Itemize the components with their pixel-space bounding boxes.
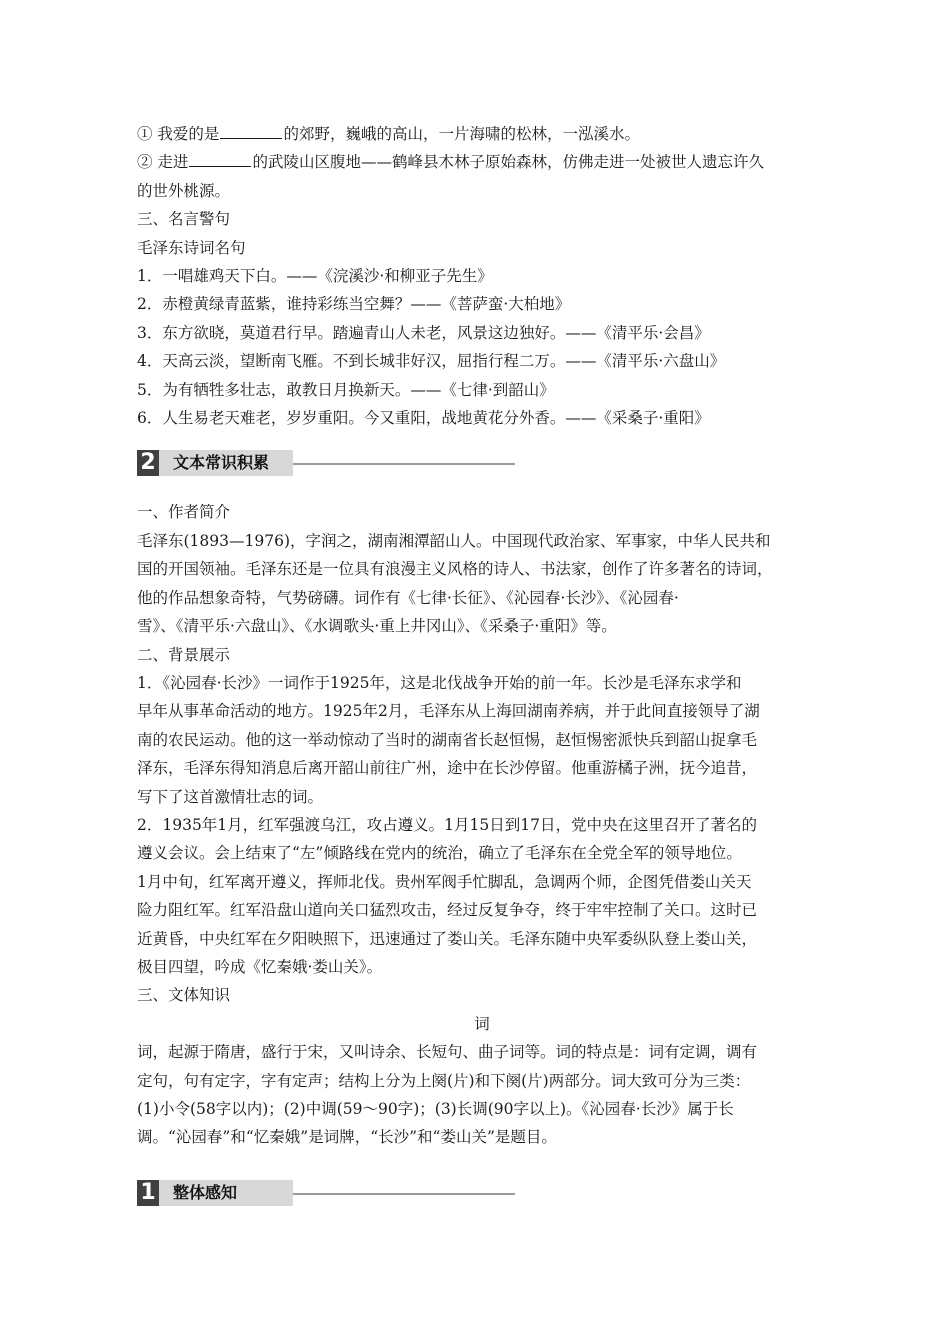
document-page (137, 120, 827, 1228)
fill-blank[interactable] (189, 152, 251, 167)
section-title: 文本常识积累 (159, 450, 293, 476)
background-line: 极目四望，吟成《忆秦娥·娄山关》。 (137, 957, 383, 976)
section-number-badge: 2 (137, 450, 159, 476)
background-line: 泽东，毛泽东得知消息后离开韶山前往广州，途中在长沙停留。他重游橘子洲，抚今追昔， (137, 759, 758, 778)
background-line: 1．《沁园春·长沙》一词作于1925年，这是北伐战争开始的前一年。长沙是毛泽东求学和 (137, 673, 742, 692)
style-line: 词，起源于隋唐，盛行于宋，又叫诗余、长短句、曲子词等。词的特点是：词有定调，调有 (137, 1043, 758, 1062)
background-line: 2．1935年1月，红军强渡乌江，攻占遵义。1月15日到17日，党中央在这里召开了著名的 (137, 815, 757, 834)
author-heading: 一、作者简介 (137, 503, 231, 522)
author-line: 他的作品想象奇特，气势磅礴。词作有《七律·长征》、《沁园春·长沙》、《沁园春· (137, 588, 679, 607)
background-heading: 二、背景展示 (137, 645, 231, 664)
quote-item: 4．天高云淡，望断南飞雁。不到长城非好汉，屈指行程二万。——《清平乐·六盘山》 (137, 352, 726, 371)
section-number-badge: 1 (137, 1180, 159, 1206)
author-line: 雪》、《清平乐·六盘山》、《水调歌头·重上井冈山》、《采桑子·重阳》等。 (137, 617, 617, 636)
quotes-subheading: 毛泽东诗词名句 (137, 238, 246, 257)
line-text: 的郊野，巍峨的高山，一片海啸的松林，一泓溪水。 (283, 125, 640, 143)
line-text: ② 走进 (137, 153, 189, 172)
style-line: 调。“沁园春”和“忆秦娥”是词牌，“长沙”和“娄山关”是题目。 (137, 1128, 557, 1147)
ci-title: 词 (474, 1014, 490, 1033)
background-line: 1月中旬，红军离开遵义，挥师北伐。贵州军阀手忙脚乱，急调两个师，企图凭借娄山关天 (137, 872, 752, 891)
background-line: 南的农民运动。他的这一举动惊动了当时的湖南省长赵恒惕，赵恒惕密派快兵到韶山捉拿毛 (137, 730, 758, 749)
quote-item: 6．人生易老天难老，岁岁重阳。今又重阳，战地黄花分外香。——《采桑子·重阳》 (137, 409, 710, 428)
fill-blank-line-2-tail: 的世外桃源。 (137, 181, 231, 200)
background-line: 险力阻红军。红军沿盘山道向关口猛烈攻击，经过反复争夺，终于牢牢控制了关口。这时已 (137, 901, 758, 920)
line-text: ① 我爱的是 (137, 125, 220, 143)
section-divider (293, 1193, 515, 1195)
fill-blank[interactable] (220, 124, 282, 139)
fill-blank-line-2 (137, 148, 827, 176)
style-line: (1)小令(58字以内)；(2)中调(59～90字)；(3)长调(90字以上)。《沁园春·长沙》属于长 (137, 1100, 734, 1118)
background-line: 遵义会议。会上结束了“左”倾路线在党内的统治，确立了毛泽东在全党全军的领导地位。 (137, 844, 742, 863)
style-line: 定句，句有定字，字有定声；结构上分为上阕(片)和下阕(片)两部分。词大致可分为三类： (137, 1071, 751, 1090)
author-line: 毛泽东(1893—1976)，字润之，湖南湘潭韶山人。中国现代政治家、军事家，中华人民共和 (137, 531, 771, 550)
background-line: 近黄昏，中央红军在夕阳映照下，迅速通过了娄山关。毛泽东随中央军委纵队登上娄山关， (137, 929, 758, 948)
line-text: 的武陵山区腹地——鹤峰县木林子原始森林，仿佛走进一处被世人遗忘许久 (252, 153, 764, 172)
quote-item: 5．为有牺牲多壮志，敢教日月换新天。——《七律·到韶山》 (137, 380, 555, 399)
quotes-heading: 三、名言警句 (137, 210, 231, 229)
author-line: 国的开国领袖。毛泽东还是一位具有浪漫主义风格的诗人、书法家，创作了许多著名的诗词， (137, 560, 773, 579)
section-banner-knowledge (137, 450, 827, 478)
section-divider (293, 463, 515, 465)
section-banner-overview (137, 1180, 827, 1208)
background-line: 写下了这首激情壮志的词。 (137, 787, 324, 806)
fill-blank-line-1 (137, 120, 827, 148)
section-title: 整体感知 (159, 1180, 293, 1206)
style-heading: 三、文体知识 (137, 986, 231, 1005)
quote-item: 2．赤橙黄绿青蓝紫，谁持彩练当空舞？——《菩萨蛮·大柏地》 (137, 295, 571, 314)
quote-item: 1．一唱雄鸡天下白。——《浣溪沙·和柳亚子先生》 (137, 267, 493, 286)
quote-item: 3．东方欲晓，莫道君行早。踏遍青山人未老，风景这边独好。——《清平乐·会昌》 (137, 323, 710, 342)
background-line: 早年从事革命活动的地方。1925年2月，毛泽东从上海回湖南养病，并于此间直接领导了湖 (137, 702, 760, 721)
